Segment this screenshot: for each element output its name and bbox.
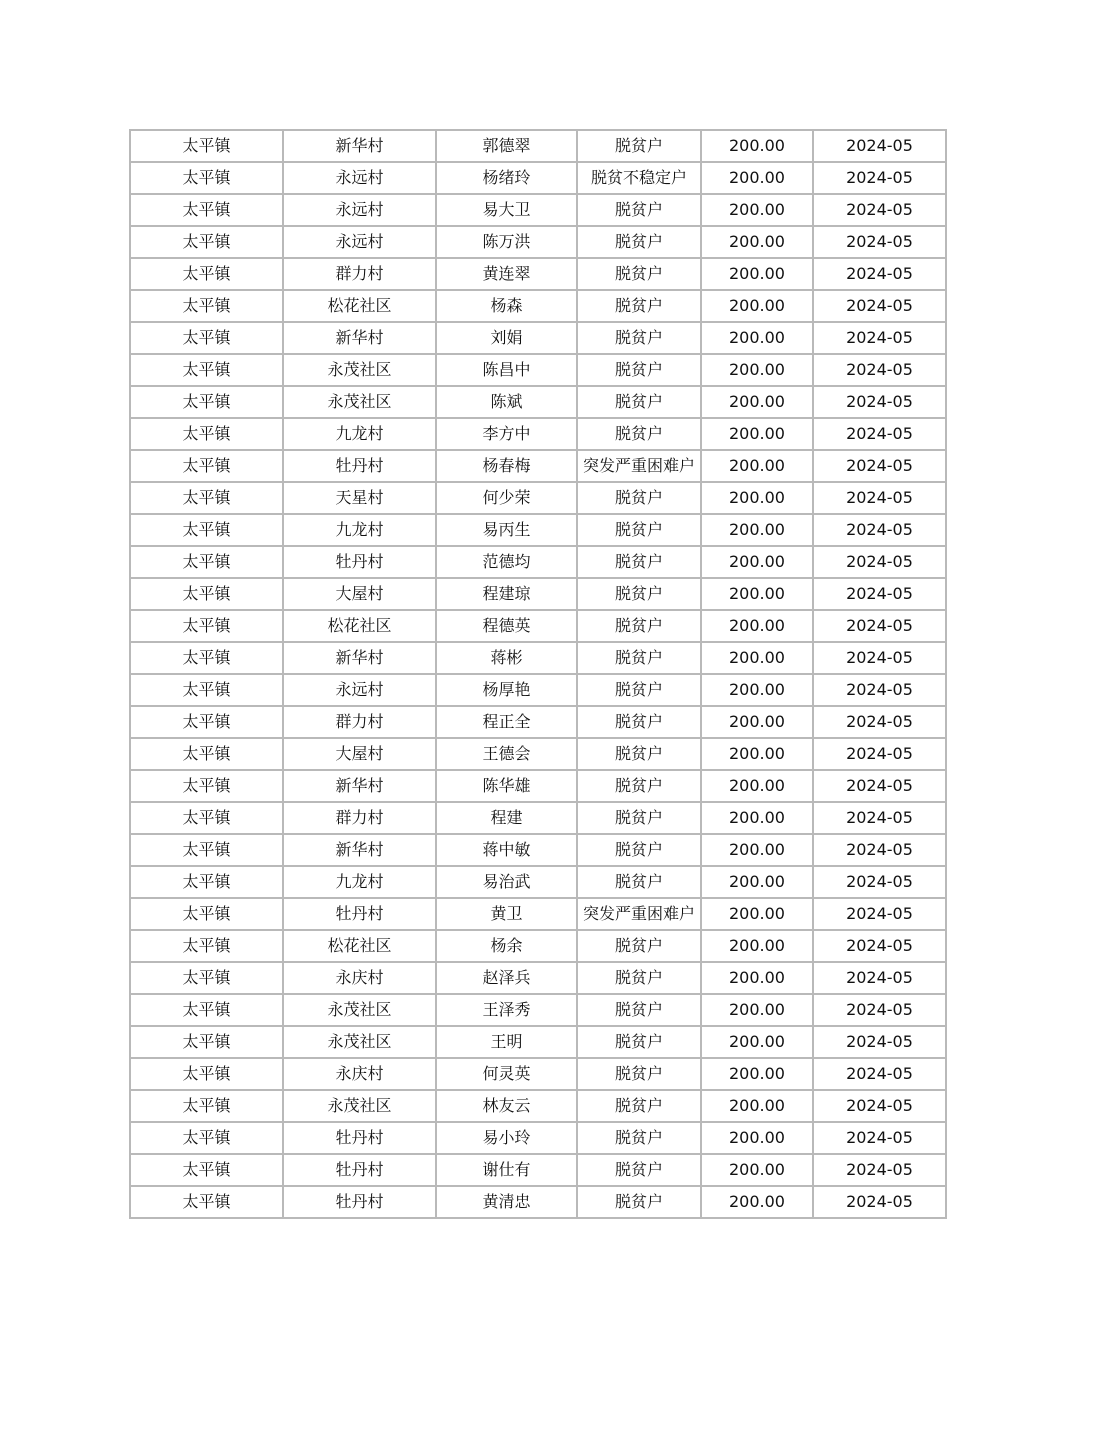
- table-row: [130, 770, 946, 802]
- household-type-cell: 脱贫户: [577, 706, 701, 738]
- person-name-cell: 程建琼: [436, 578, 577, 610]
- household-type-cell: 脱贫户: [577, 610, 701, 642]
- table-row: [130, 642, 946, 674]
- person-name-cell: 蒋中敏: [436, 834, 577, 866]
- table-row: [130, 1026, 946, 1058]
- household-type-cell: 脱贫户: [577, 482, 701, 514]
- household-type-cell: 脱贫户: [577, 386, 701, 418]
- amount-cell: 200.00: [701, 994, 813, 1026]
- month-cell: 2024-05: [813, 930, 946, 962]
- household-type-cell: 脱贫户: [577, 578, 701, 610]
- table-row: [130, 578, 946, 610]
- town-cell: 太平镇: [130, 226, 283, 258]
- person-name-cell: 王泽秀: [436, 994, 577, 1026]
- household-type-cell: 脱贫户: [577, 1058, 701, 1090]
- amount-cell: 200.00: [701, 802, 813, 834]
- table-row: [130, 994, 946, 1026]
- village-cell: 永茂社区: [283, 354, 436, 386]
- table-row: [130, 450, 946, 482]
- month-cell: 2024-05: [813, 322, 946, 354]
- table-row: [130, 930, 946, 962]
- town-cell: 太平镇: [130, 1186, 283, 1218]
- village-cell: 牡丹村: [283, 898, 436, 930]
- person-name-cell: 范德均: [436, 546, 577, 578]
- town-cell: 太平镇: [130, 290, 283, 322]
- amount-cell: 200.00: [701, 1090, 813, 1122]
- town-cell: 太平镇: [130, 354, 283, 386]
- village-cell: 松花社区: [283, 930, 436, 962]
- month-cell: 2024-05: [813, 706, 946, 738]
- table-row: [130, 418, 946, 450]
- table-row: [130, 866, 946, 898]
- person-name-cell: 王德会: [436, 738, 577, 770]
- village-cell: 牡丹村: [283, 1122, 436, 1154]
- month-cell: 2024-05: [813, 610, 946, 642]
- amount-cell: 200.00: [701, 642, 813, 674]
- household-type-cell: 脱贫户: [577, 834, 701, 866]
- month-cell: 2024-05: [813, 994, 946, 1026]
- table-row: [130, 226, 946, 258]
- month-cell: 2024-05: [813, 162, 946, 194]
- month-cell: 2024-05: [813, 802, 946, 834]
- person-name-cell: 程德英: [436, 610, 577, 642]
- amount-cell: 200.00: [701, 1122, 813, 1154]
- amount-cell: 200.00: [701, 1186, 813, 1218]
- month-cell: 2024-05: [813, 290, 946, 322]
- month-cell: 2024-05: [813, 898, 946, 930]
- month-cell: 2024-05: [813, 546, 946, 578]
- table-row: [130, 386, 946, 418]
- village-cell: 永茂社区: [283, 1090, 436, 1122]
- town-cell: 太平镇: [130, 962, 283, 994]
- person-name-cell: 何灵英: [436, 1058, 577, 1090]
- village-cell: 松花社区: [283, 610, 436, 642]
- table-row: [130, 258, 946, 290]
- town-cell: 太平镇: [130, 610, 283, 642]
- table-row: [130, 738, 946, 770]
- month-cell: 2024-05: [813, 226, 946, 258]
- village-cell: 永远村: [283, 226, 436, 258]
- person-name-cell: 程正全: [436, 706, 577, 738]
- table-row: [130, 706, 946, 738]
- household-type-cell: 脱贫户: [577, 514, 701, 546]
- table-row: [130, 834, 946, 866]
- amount-cell: 200.00: [701, 898, 813, 930]
- month-cell: 2024-05: [813, 1090, 946, 1122]
- table-row: [130, 1090, 946, 1122]
- town-cell: 太平镇: [130, 130, 283, 162]
- household-type-cell: 脱贫户: [577, 226, 701, 258]
- person-name-cell: 杨春梅: [436, 450, 577, 482]
- household-type-cell: 脱贫户: [577, 802, 701, 834]
- month-cell: 2024-05: [813, 834, 946, 866]
- town-cell: 太平镇: [130, 642, 283, 674]
- household-type-cell: 脱贫户: [577, 130, 701, 162]
- household-type-cell: 脱贫户: [577, 194, 701, 226]
- person-name-cell: 赵泽兵: [436, 962, 577, 994]
- month-cell: 2024-05: [813, 482, 946, 514]
- table-body: [130, 130, 946, 1218]
- town-cell: 太平镇: [130, 738, 283, 770]
- month-cell: 2024-05: [813, 962, 946, 994]
- month-cell: 2024-05: [813, 1154, 946, 1186]
- month-cell: 2024-05: [813, 642, 946, 674]
- amount-cell: 200.00: [701, 514, 813, 546]
- month-cell: 2024-05: [813, 354, 946, 386]
- village-cell: 牡丹村: [283, 450, 436, 482]
- table-row: [130, 610, 946, 642]
- village-cell: 牡丹村: [283, 1186, 436, 1218]
- household-type-cell: 脱贫户: [577, 1122, 701, 1154]
- village-cell: 九龙村: [283, 514, 436, 546]
- amount-cell: 200.00: [701, 738, 813, 770]
- table-row: [130, 898, 946, 930]
- table-row: [130, 1058, 946, 1090]
- person-name-cell: 易丙生: [436, 514, 577, 546]
- town-cell: 太平镇: [130, 866, 283, 898]
- month-cell: 2024-05: [813, 1058, 946, 1090]
- village-cell: 新华村: [283, 834, 436, 866]
- village-cell: 九龙村: [283, 866, 436, 898]
- town-cell: 太平镇: [130, 674, 283, 706]
- amount-cell: 200.00: [701, 482, 813, 514]
- town-cell: 太平镇: [130, 418, 283, 450]
- table-row: [130, 194, 946, 226]
- subsidy-roster-table: [129, 129, 947, 1219]
- month-cell: 2024-05: [813, 418, 946, 450]
- town-cell: 太平镇: [130, 930, 283, 962]
- household-type-cell: 脱贫户: [577, 1090, 701, 1122]
- amount-cell: 200.00: [701, 290, 813, 322]
- amount-cell: 200.00: [701, 930, 813, 962]
- table-row: [130, 290, 946, 322]
- amount-cell: 200.00: [701, 1154, 813, 1186]
- village-cell: 牡丹村: [283, 1154, 436, 1186]
- amount-cell: 200.00: [701, 706, 813, 738]
- household-type-cell: 脱贫户: [577, 994, 701, 1026]
- household-type-cell: 脱贫户: [577, 866, 701, 898]
- household-type-cell: 脱贫不稳定户: [577, 162, 701, 194]
- village-cell: 大屋村: [283, 578, 436, 610]
- table-row: [130, 162, 946, 194]
- amount-cell: 200.00: [701, 386, 813, 418]
- town-cell: 太平镇: [130, 706, 283, 738]
- household-type-cell: 脱贫户: [577, 642, 701, 674]
- village-cell: 永远村: [283, 162, 436, 194]
- table-row: [130, 322, 946, 354]
- village-cell: 永远村: [283, 194, 436, 226]
- household-type-cell: 脱贫户: [577, 1186, 701, 1218]
- village-cell: 牡丹村: [283, 546, 436, 578]
- person-name-cell: 程建: [436, 802, 577, 834]
- person-name-cell: 林友云: [436, 1090, 577, 1122]
- household-type-cell: 脱贫户: [577, 1026, 701, 1058]
- household-type-cell: 脱贫户: [577, 418, 701, 450]
- month-cell: 2024-05: [813, 130, 946, 162]
- village-cell: 群力村: [283, 802, 436, 834]
- person-name-cell: 易小玲: [436, 1122, 577, 1154]
- person-name-cell: 黄清忠: [436, 1186, 577, 1218]
- person-name-cell: 杨绪玲: [436, 162, 577, 194]
- household-type-cell: 脱贫户: [577, 546, 701, 578]
- town-cell: 太平镇: [130, 1026, 283, 1058]
- town-cell: 太平镇: [130, 482, 283, 514]
- amount-cell: 200.00: [701, 194, 813, 226]
- household-type-cell: 脱贫户: [577, 258, 701, 290]
- amount-cell: 200.00: [701, 162, 813, 194]
- household-type-cell: 突发严重困难户: [577, 450, 701, 482]
- town-cell: 太平镇: [130, 258, 283, 290]
- amount-cell: 200.00: [701, 226, 813, 258]
- village-cell: 永远村: [283, 674, 436, 706]
- amount-cell: 200.00: [701, 130, 813, 162]
- village-cell: 群力村: [283, 258, 436, 290]
- village-cell: 永茂社区: [283, 994, 436, 1026]
- village-cell: 大屋村: [283, 738, 436, 770]
- amount-cell: 200.00: [701, 962, 813, 994]
- table-row: [130, 802, 946, 834]
- town-cell: 太平镇: [130, 898, 283, 930]
- person-name-cell: 陈华雄: [436, 770, 577, 802]
- amount-cell: 200.00: [701, 322, 813, 354]
- month-cell: 2024-05: [813, 258, 946, 290]
- person-name-cell: 李方中: [436, 418, 577, 450]
- village-cell: 永庆村: [283, 1058, 436, 1090]
- amount-cell: 200.00: [701, 610, 813, 642]
- household-type-cell: 脱贫户: [577, 1154, 701, 1186]
- town-cell: 太平镇: [130, 450, 283, 482]
- table-row: [130, 1154, 946, 1186]
- table-row: [130, 130, 946, 162]
- table-row: [130, 354, 946, 386]
- person-name-cell: 杨厚艳: [436, 674, 577, 706]
- town-cell: 太平镇: [130, 1122, 283, 1154]
- town-cell: 太平镇: [130, 322, 283, 354]
- amount-cell: 200.00: [701, 258, 813, 290]
- town-cell: 太平镇: [130, 770, 283, 802]
- town-cell: 太平镇: [130, 802, 283, 834]
- person-name-cell: 陈斌: [436, 386, 577, 418]
- person-name-cell: 何少荣: [436, 482, 577, 514]
- household-type-cell: 脱贫户: [577, 770, 701, 802]
- month-cell: 2024-05: [813, 1026, 946, 1058]
- village-cell: 永庆村: [283, 962, 436, 994]
- household-type-cell: 脱贫户: [577, 290, 701, 322]
- town-cell: 太平镇: [130, 514, 283, 546]
- household-type-cell: 脱贫户: [577, 930, 701, 962]
- household-type-cell: 突发严重困难户: [577, 898, 701, 930]
- town-cell: 太平镇: [130, 162, 283, 194]
- town-cell: 太平镇: [130, 546, 283, 578]
- person-name-cell: 陈昌中: [436, 354, 577, 386]
- town-cell: 太平镇: [130, 1058, 283, 1090]
- village-cell: 新华村: [283, 130, 436, 162]
- table-row: [130, 482, 946, 514]
- village-cell: 新华村: [283, 642, 436, 674]
- amount-cell: 200.00: [701, 354, 813, 386]
- amount-cell: 200.00: [701, 578, 813, 610]
- village-cell: 群力村: [283, 706, 436, 738]
- village-cell: 松花社区: [283, 290, 436, 322]
- month-cell: 2024-05: [813, 1186, 946, 1218]
- village-cell: 九龙村: [283, 418, 436, 450]
- amount-cell: 200.00: [701, 834, 813, 866]
- person-name-cell: 黄连翠: [436, 258, 577, 290]
- month-cell: 2024-05: [813, 386, 946, 418]
- amount-cell: 200.00: [701, 418, 813, 450]
- village-cell: 永茂社区: [283, 386, 436, 418]
- amount-cell: 200.00: [701, 770, 813, 802]
- person-name-cell: 杨余: [436, 930, 577, 962]
- month-cell: 2024-05: [813, 866, 946, 898]
- town-cell: 太平镇: [130, 578, 283, 610]
- month-cell: 2024-05: [813, 1122, 946, 1154]
- household-type-cell: 脱贫户: [577, 674, 701, 706]
- table-row: [130, 674, 946, 706]
- town-cell: 太平镇: [130, 194, 283, 226]
- person-name-cell: 王明: [436, 1026, 577, 1058]
- village-cell: 天星村: [283, 482, 436, 514]
- amount-cell: 200.00: [701, 1026, 813, 1058]
- household-type-cell: 脱贫户: [577, 738, 701, 770]
- person-name-cell: 郭德翠: [436, 130, 577, 162]
- table-row: [130, 962, 946, 994]
- amount-cell: 200.00: [701, 866, 813, 898]
- town-cell: 太平镇: [130, 1154, 283, 1186]
- village-cell: 新华村: [283, 770, 436, 802]
- person-name-cell: 易治武: [436, 866, 577, 898]
- month-cell: 2024-05: [813, 578, 946, 610]
- village-cell: 新华村: [283, 322, 436, 354]
- village-cell: 永茂社区: [283, 1026, 436, 1058]
- person-name-cell: 易大卫: [436, 194, 577, 226]
- person-name-cell: 谢仕有: [436, 1154, 577, 1186]
- household-type-cell: 脱贫户: [577, 354, 701, 386]
- person-name-cell: 黄卫: [436, 898, 577, 930]
- amount-cell: 200.00: [701, 674, 813, 706]
- amount-cell: 200.00: [701, 450, 813, 482]
- person-name-cell: 陈万洪: [436, 226, 577, 258]
- month-cell: 2024-05: [813, 674, 946, 706]
- table-row: [130, 1186, 946, 1218]
- month-cell: 2024-05: [813, 450, 946, 482]
- month-cell: 2024-05: [813, 514, 946, 546]
- person-name-cell: 杨森: [436, 290, 577, 322]
- household-type-cell: 脱贫户: [577, 322, 701, 354]
- amount-cell: 200.00: [701, 546, 813, 578]
- household-type-cell: 脱贫户: [577, 962, 701, 994]
- table-row: [130, 514, 946, 546]
- month-cell: 2024-05: [813, 194, 946, 226]
- person-name-cell: 蒋彬: [436, 642, 577, 674]
- amount-cell: 200.00: [701, 1058, 813, 1090]
- table-row: [130, 1122, 946, 1154]
- table-row: [130, 546, 946, 578]
- person-name-cell: 刘娟: [436, 322, 577, 354]
- town-cell: 太平镇: [130, 1090, 283, 1122]
- town-cell: 太平镇: [130, 386, 283, 418]
- month-cell: 2024-05: [813, 738, 946, 770]
- town-cell: 太平镇: [130, 834, 283, 866]
- town-cell: 太平镇: [130, 994, 283, 1026]
- month-cell: 2024-05: [813, 770, 946, 802]
